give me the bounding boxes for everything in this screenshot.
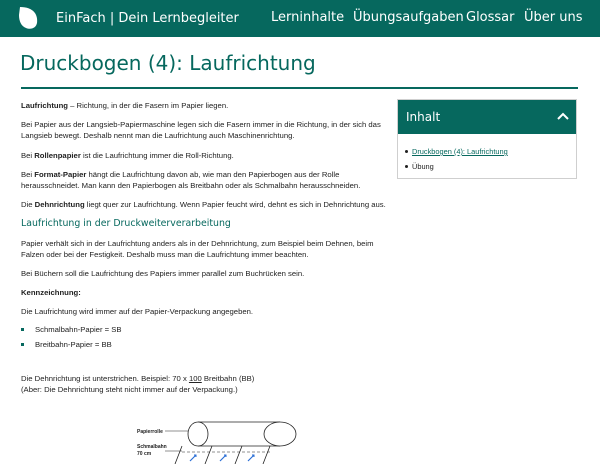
kennzeichnung-label: Kennzeichnung: xyxy=(21,288,81,298)
roll-end-right xyxy=(264,422,296,446)
bullet-square-icon xyxy=(21,328,24,331)
bullet-square-icon xyxy=(21,343,24,346)
toc-link-laufrichtung[interactable]: Druckbogen (4): Laufrichtung xyxy=(412,147,508,156)
term-laufrichtung: Laufrichtung xyxy=(21,101,68,110)
paragraph-langsieb: Bei Papier aus der Langsieb-Papiermaschine legen sich die Fasern immer in die Richtung, in der sich das Langsieb bewegt. Deshalb nennt man die Laufrichtung auch Maschinenrichtung. xyxy=(21,120,381,141)
bullet-dot-icon xyxy=(405,165,408,168)
toc-item-uebung xyxy=(405,159,508,174)
label-size: 70 cm xyxy=(137,451,152,457)
paper-roll-diagram xyxy=(120,417,320,464)
nav-uebungsaufgaben[interactable]: Übungsaufgaben xyxy=(353,10,464,25)
paragraph-rollenpapier: Bei Rollenpapier ist die Laufrichtung immer die Roll-Richtung. xyxy=(21,150,234,160)
title-divider xyxy=(21,87,578,89)
definition-paragraph xyxy=(21,100,387,111)
paragraph-dehnrichtung: Die Dehnrichtung liegt quer zur Laufrichtung. Wenn Papier feucht wird, dehnt es sich in Dehnrichtung aus. xyxy=(21,200,386,210)
list-item: Breitbahn-Papier = BB xyxy=(21,339,387,350)
label-papierrolle: Papierrolle xyxy=(137,429,163,435)
sheet-edges xyxy=(175,446,270,464)
site-brand[interactable]: EinFach | Dein Lernbegleiter xyxy=(56,11,239,26)
paragraph-beispiel: Die Dehnrichtung ist unterstrichen. Beispiel: 70 x 100 Breitbahn (BB) (Aber: Die Dehnrichtung steht nicht immer auf der Verpackung.) xyxy=(21,374,255,395)
label-schmalbahn: Schmalbahn xyxy=(137,444,167,450)
definition-text: – Richtung, in der die Fasern im Papier liegen. xyxy=(67,101,229,110)
toc-header[interactable] xyxy=(398,100,576,134)
roll-end-left xyxy=(188,422,208,446)
toc-list xyxy=(405,144,508,174)
page-title: Druckbogen (4): Laufrichtung xyxy=(20,51,316,75)
toc-title: Inhalt xyxy=(406,110,441,124)
chevron-up-icon[interactable] xyxy=(556,111,570,121)
paragraph-buecher: Bei Büchern soll die Laufrichtung des Papiers immer parallel zum Buchrücken sein. xyxy=(21,269,305,279)
paragraph-verpackung: Die Laufrichtung wird immer auf der Papier-Verpackung angegeben. xyxy=(21,307,254,317)
toc-item-laufrichtung xyxy=(405,144,508,159)
nav-lerninhalte[interactable]: Lerninhalte xyxy=(271,10,345,25)
top-navigation-bar xyxy=(0,0,600,37)
paragraph-formatpapier: Bei Format-Papier hängt die Laufrichtung davon ab, wie man den Papierbogen aus der Rolle herausschneidet. Man kann den Papierbogen als Breitbahn oder als Schmalbahn herausschneiden. xyxy=(21,169,361,191)
section-heading: Laufrichtung in der Druckweiterverarbeitung xyxy=(21,218,231,230)
leaf-logo-icon[interactable] xyxy=(17,6,39,30)
bullet-dot-icon xyxy=(405,150,408,153)
term-formatpapier: Format-Papier xyxy=(34,169,87,179)
paragraph-druckweiterverarbeitung: Papier verhält sich in der Laufrichtung anders als in der Dehnrichtung, zum Beispiel beim Dehnen, beim Falzen oder bei der Festigkeit. Deshalb muss man die Laufrichtung immer beachten. xyxy=(21,238,374,259)
nav-ueber-uns[interactable]: Über uns xyxy=(524,10,583,25)
list-item: Schmalbahn-Papier = SB xyxy=(21,324,387,335)
toc-link-uebung[interactable]: Übung xyxy=(412,162,434,171)
bullet-list xyxy=(21,324,387,350)
article-content xyxy=(21,100,387,395)
term-rollenpapier: Rollenpapier xyxy=(34,150,81,160)
table-of-contents xyxy=(397,99,577,179)
direction-arrow-icon xyxy=(190,455,254,461)
nav-glossar[interactable]: Glossar xyxy=(466,10,515,25)
term-dehnrichtung: Dehnrichtung xyxy=(34,200,85,210)
